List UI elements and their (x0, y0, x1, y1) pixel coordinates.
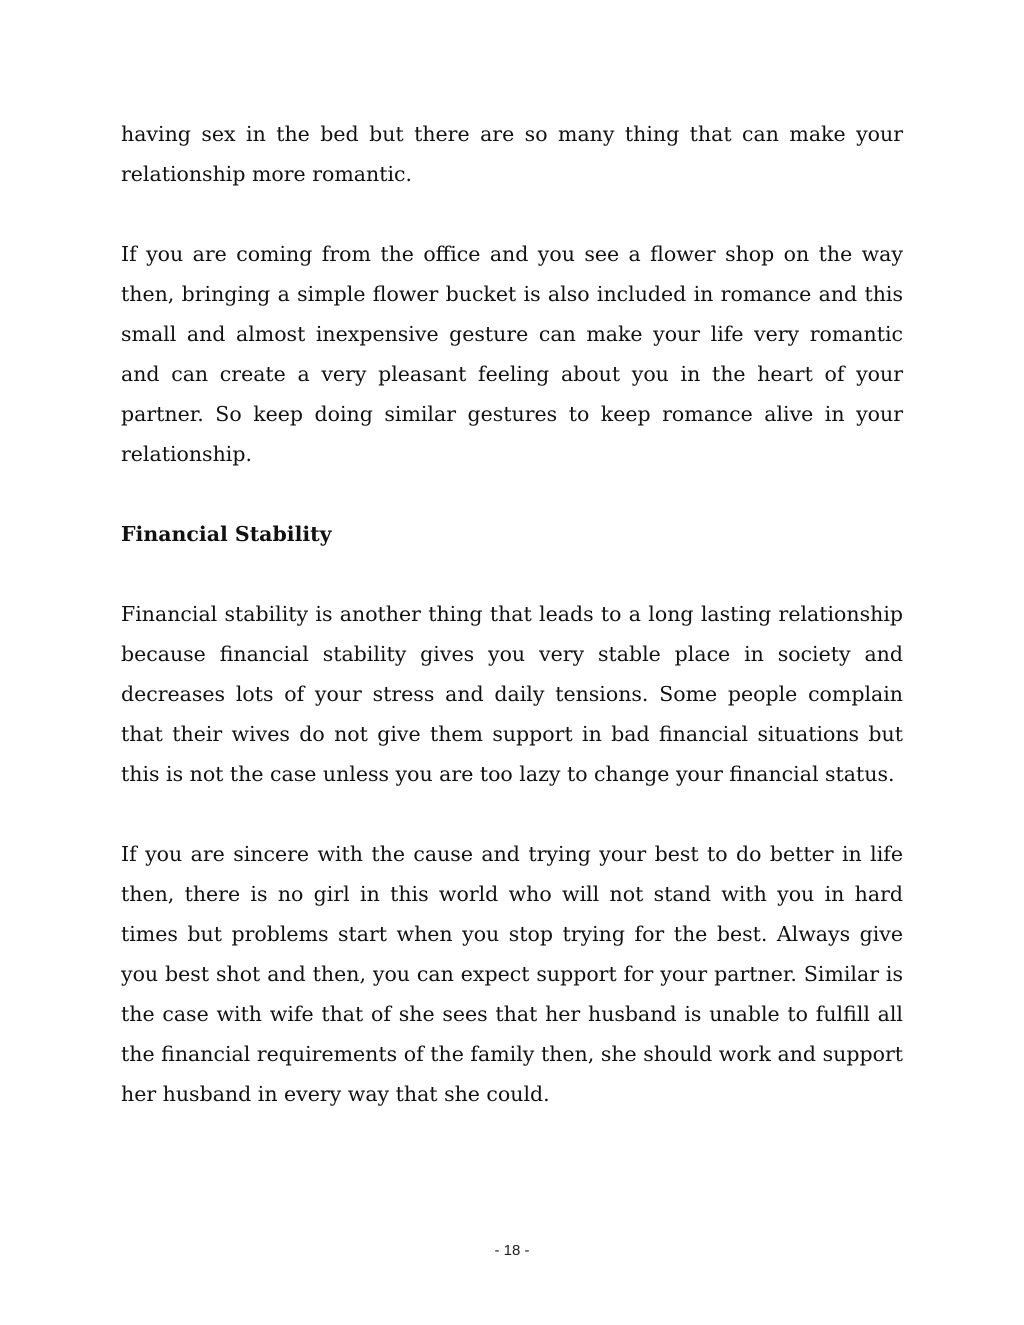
paragraph-financial-stability: Financial stability is another thing that leads to a long lasting relationship because financial stability gives you very stable place in society and decreases lots of your stress and daily tensions. Some people complain that their wives do not give them support in bad financial situations but this is not the case unless you are too lazy to change your financial status. (121, 602, 903, 786)
paragraph-sincere-effort: If you are sincere with the cause and trying your best to do better in life then, there is no girl in this world who will not stand with you in hard times but problems start when you stop trying for the best. Always give you best shot and then, you can expect support for your partner. Similar is the case with wife that of she sees that her husband is unable to fulfill all the financial requirements of the family then, she should work and support her husband in every way that she could. (121, 842, 903, 1106)
section-heading-financial-stability: Financial Stability (121, 522, 332, 546)
page-number: - 18 - (494, 1242, 530, 1259)
paragraph-romance-continuation: having sex in the bed but there are so many thing that can make your relationship more romantic. (121, 122, 903, 186)
page-body (121, 114, 903, 1154)
paragraph-flower-gesture: If you are coming from the office and you see a flower shop on the way then, bringing a simple flower bucket is also included in romance and this small and almost inexpensive gesture can make your life very romantic and can create a very pleasant feeling about you in the heart of your partner. So keep doing similar gestures to keep romance alive in your relationship. (121, 242, 903, 466)
